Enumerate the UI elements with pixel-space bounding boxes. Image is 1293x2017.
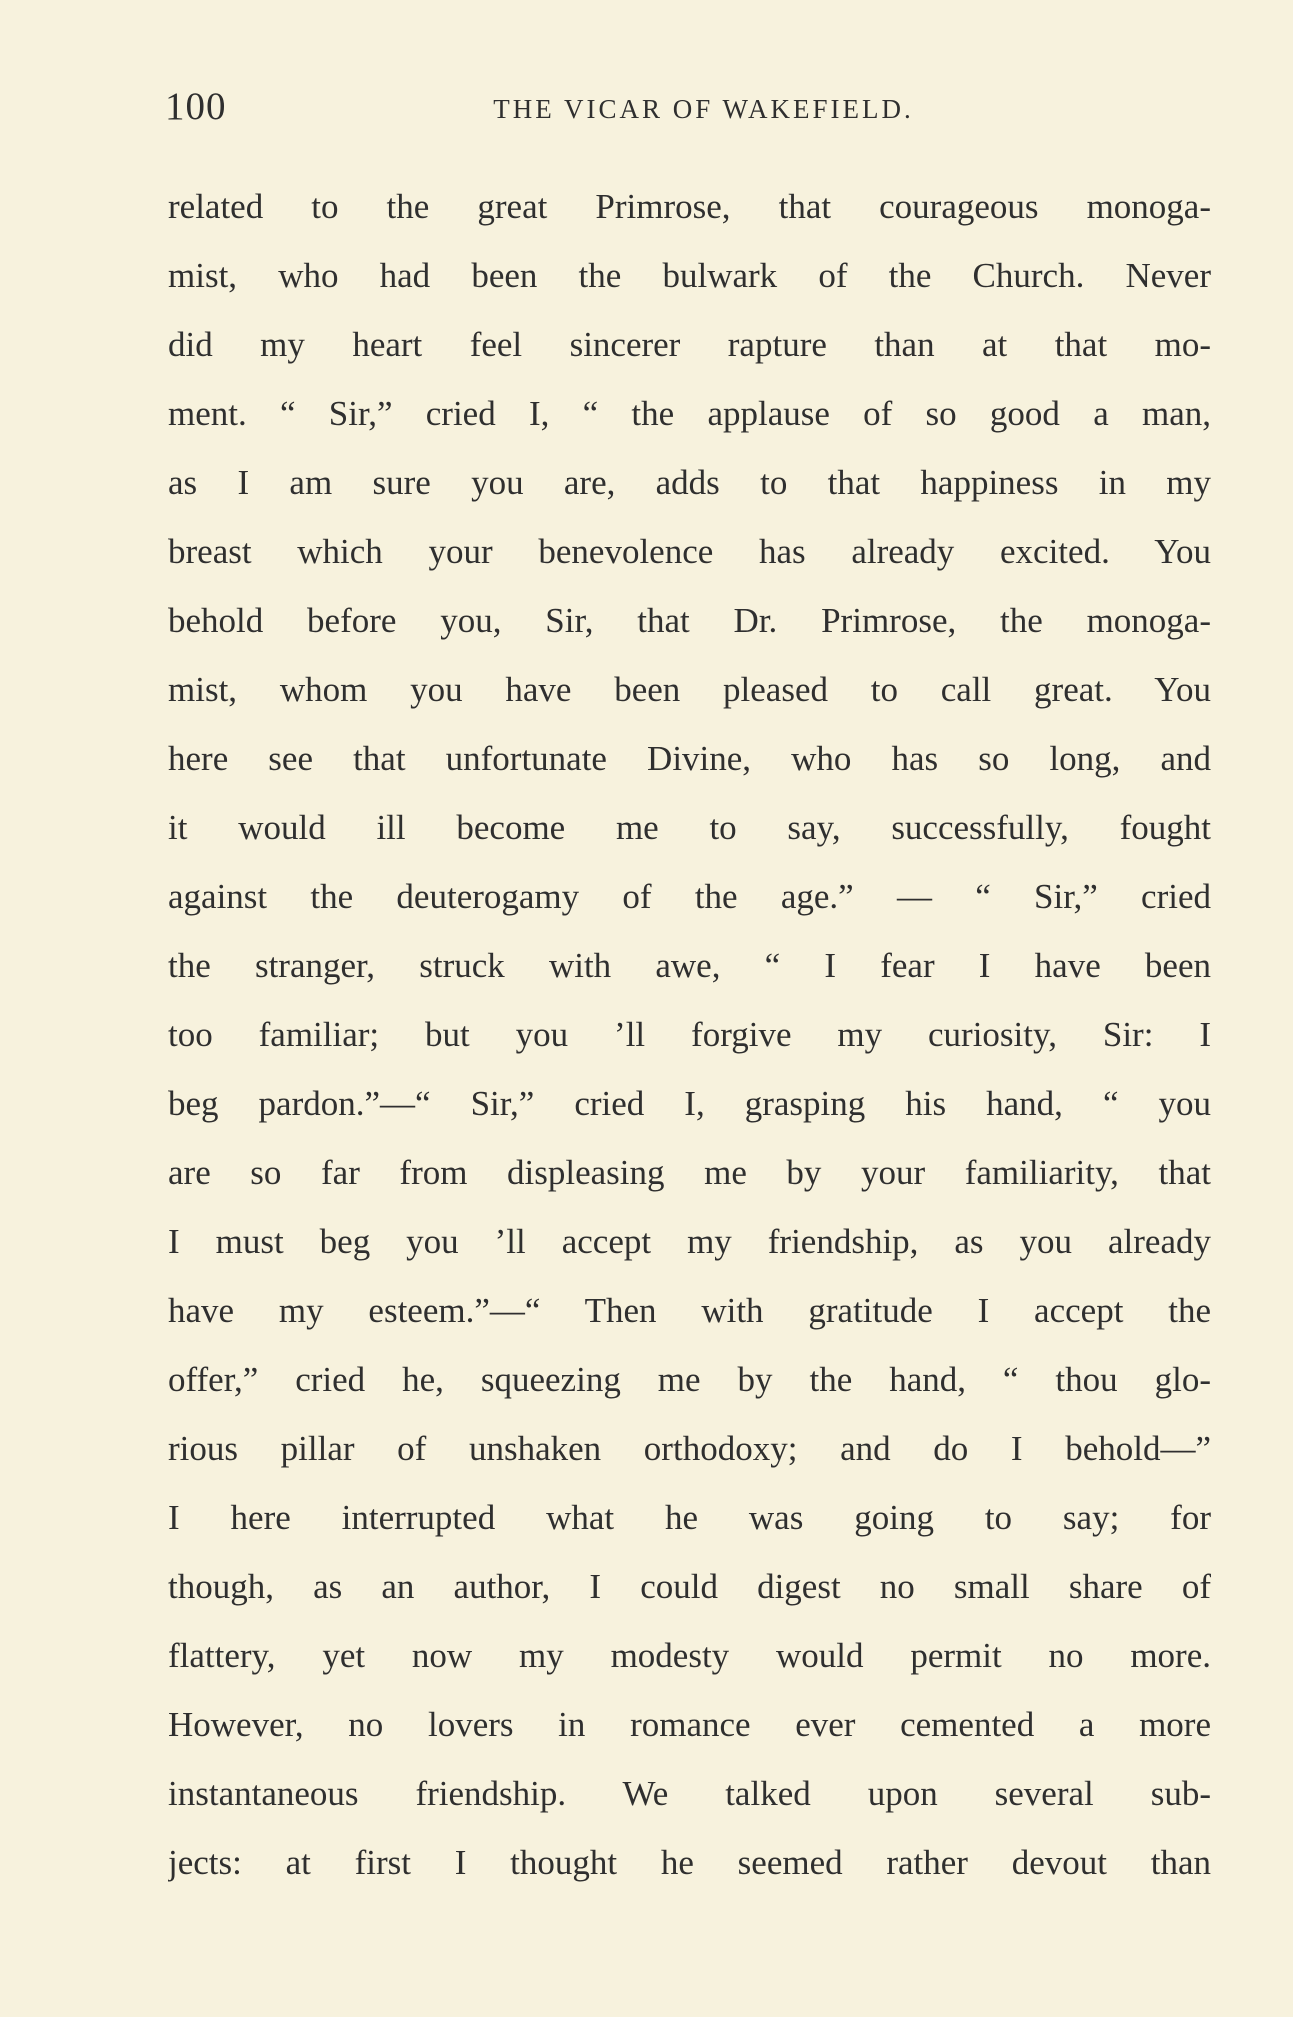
- text-line: breast which your benevolence has already excited. You: [168, 532, 1211, 571]
- text-line: too familiar; but you ’ll forgive my curiosity, Sir: I: [168, 1015, 1211, 1054]
- text-line: beg pardon.”—“ Sir,” cried I, grasping his hand, “ you: [168, 1084, 1211, 1123]
- text-line: jects: at first I thought he seemed rather devout than: [168, 1843, 1211, 1882]
- text-line: ment. “ Sir,” cried I, “ the applause of so good a man,: [168, 394, 1211, 433]
- text-line: offer,” cried he, squeezing me by the hand, “ thou glo-: [168, 1360, 1211, 1399]
- text-line: did my heart feel sincerer rapture than at that mo-: [168, 325, 1211, 364]
- text-line: the stranger, struck with awe, “ I fear I have been: [168, 946, 1211, 985]
- body-text: [168, 172, 1211, 1897]
- text-line: I here interrupted what he was going to say; for: [168, 1498, 1211, 1537]
- text-line: are so far from displeasing me by your familiarity, that: [168, 1153, 1211, 1192]
- text-line: I must beg you ’ll accept my friendship, as you already: [168, 1222, 1211, 1261]
- text-line: have my esteem.”—“ Then with gratitude I accept the: [168, 1291, 1211, 1330]
- text-line: behold before you, Sir, that Dr. Primrose, the monoga-: [168, 601, 1211, 640]
- text-line: instantaneous friendship. We talked upon several sub-: [168, 1774, 1211, 1813]
- text-line: here see that unfortunate Divine, who has so long, and: [168, 739, 1211, 778]
- running-head: [165, 82, 1212, 132]
- page-number: 100: [165, 85, 227, 128]
- running-title: THE VICAR OF WAKEFIELD.: [493, 94, 914, 124]
- text-line: though, as an author, I could digest no small share of: [168, 1567, 1211, 1606]
- text-line: rious pillar of unshaken orthodoxy; and do I behold—”: [168, 1429, 1211, 1468]
- text-line: it would ill become me to say, successfully, fought: [168, 808, 1211, 847]
- text-line: against the deuterogamy of the age.” — “ Sir,” cried: [168, 877, 1211, 916]
- text-line: mist, whom you have been pleased to call great. You: [168, 670, 1211, 709]
- text-line: mist, who had been the bulwark of the Church. Never: [168, 256, 1211, 295]
- text-line: related to the great Primrose, that courageous monoga-: [168, 187, 1211, 226]
- text-line: flattery, yet now my modesty would permit no more.: [168, 1636, 1211, 1675]
- text-line: as I am sure you are, adds to that happiness in my: [168, 463, 1211, 502]
- text-line: However, no lovers in romance ever cemented a more: [168, 1705, 1211, 1744]
